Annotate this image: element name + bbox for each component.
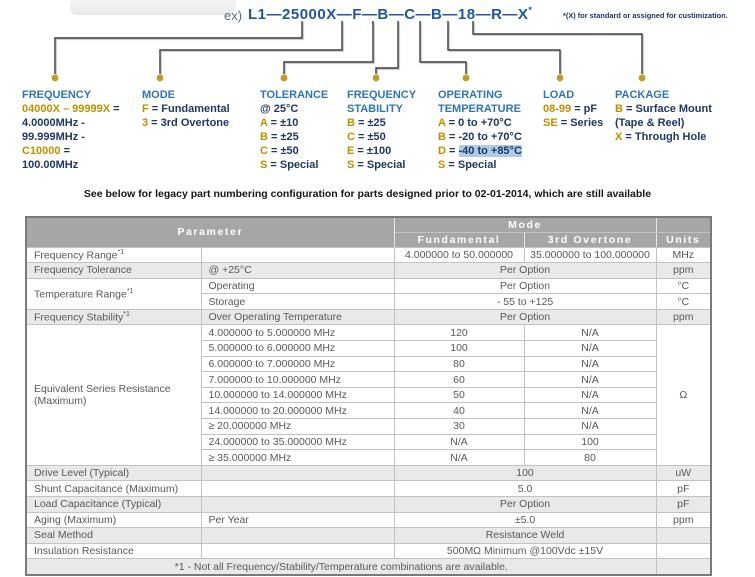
cell-text: Seal Method [34,529,93,542]
cell-text: 40 [453,404,465,417]
table-cell [394,403,524,419]
cell-text: N/A [450,435,468,448]
cell-text: 4.000000 to 50.000000 [404,248,514,261]
legend-header-frequency: FREQUENCY [22,89,92,101]
table-cell [26,278,201,309]
cell-text: N/A [581,373,599,386]
legend-header-operating-temperature: OPERATING [438,89,503,101]
cell-text: N/A [581,389,599,402]
legend-item-code: S [438,159,446,171]
legend-item-text: = -20 to +70°C [445,131,522,143]
legend-item-text: = ±100 [354,145,392,157]
cell-text: 24.000000 to 35.000000 MHz [208,435,347,448]
cell-text: ppm [673,513,694,526]
cell-text: ppm [673,264,694,277]
legend-item-text: = ±25 [354,117,386,129]
legend-header-tolerance: TOLERANCE [260,89,329,101]
legend-item-text: = Special [354,159,406,171]
cell-text: Per Option [499,498,551,511]
legend-item-text: = Fundamental [148,103,230,115]
tree-endpoint-dots [52,75,646,82]
legend-column-operating-temperature [438,88,522,172]
legend-item [543,102,603,116]
table-cell [201,434,394,450]
legend-item-text: = pF [571,103,598,115]
cell-text: 100 [581,435,599,448]
legend-item [22,158,120,172]
footnote-units-spacer [656,559,711,575]
legend-item-text: = [110,103,120,115]
legend-item-text: = ±50 [354,131,386,143]
legend-column-frequency [22,88,120,172]
cell-text: °C [677,295,690,308]
table-cell [201,512,394,528]
table-cell [524,325,656,341]
legend-item-text: = ±50 [267,145,299,157]
cell-text: pF [677,482,690,495]
table-cell [394,263,656,279]
table-cell [394,309,656,325]
table-cell [394,434,524,450]
legend-item [22,144,120,158]
legend-item-code: A [260,117,268,129]
asterisk: * [528,5,533,15]
legend-item-code: E [347,145,355,157]
table-row [26,465,711,481]
table-cell [201,481,394,497]
legend-item [260,130,328,144]
table-cell [394,497,656,513]
tree-line-op-temp [420,21,466,74]
table-cell [201,403,394,419]
header-3rd-overtone: 3rd Overtone [524,232,656,247]
cell-text: Frequency Range [34,249,118,262]
legend-item [22,130,120,144]
legend-item [615,102,712,116]
table-cell [524,341,656,357]
table-row [26,497,711,513]
legend-item-code: F [142,103,149,115]
cell-text: N/A [450,451,468,464]
legend-header-load: LOAD [543,89,575,101]
legend-item-text: (Tape & Reel) [615,117,685,129]
table-row [26,512,711,528]
legend-item-text: = 3rd Overtone [148,117,230,129]
legend-item [260,116,328,130]
legend-item [438,130,522,144]
table-cell [524,403,656,419]
cell-text: ppm [673,311,694,324]
cell-text: Drive Level (Typical) [34,467,130,480]
table-cell [394,341,524,357]
customization-note: *(X) for standard or assigned for custimization. [563,11,728,20]
legend-item [260,158,328,172]
table-cell [656,512,711,528]
table-row [26,309,711,325]
table-cell [656,481,711,497]
cell-text: Equivalent Series Resistance (Maximum) [34,383,171,408]
cell-text: ≥ 20.000000 MHz [208,420,292,433]
table-header [26,217,711,247]
footnote-marker: *1 [126,287,134,295]
cell-text: N/A [581,342,599,355]
legend-header-frequency-stability: STABILITY [347,103,404,115]
cell-text: Shunt Capacitance (Maximum) [34,482,179,495]
table-cell [201,263,394,279]
footnote-marker: *1 [123,310,130,318]
legend-item-code: 3 [142,117,149,129]
legend-item [142,116,230,130]
table-cell [656,543,711,559]
cell-text: Per Option [499,264,551,277]
legend-item [142,102,230,116]
specifications-table [25,216,712,576]
legend-item [438,144,522,158]
legend-item [438,158,522,172]
table-cell [524,372,656,388]
legend-item-code: S [260,159,268,171]
cell-text: Per Year [208,513,249,526]
legend-item [260,144,328,158]
table-cell [524,434,656,450]
header-fundamental: Fundamental [394,232,524,247]
cell-text: 80 [584,451,596,464]
legend-item-text: = Surface Mount [622,103,712,115]
table-cell [26,465,201,481]
table-cell [656,528,711,544]
table-cell [26,543,201,559]
table-cell [394,294,656,310]
table-cell [656,278,711,294]
part-number-tree-lines [0,0,755,90]
cell-text: °C [677,279,690,292]
tree-line-tolerance [284,21,373,74]
table-cell [201,294,394,310]
table-cell [201,341,394,357]
table-cell [201,278,394,294]
table-cell [201,543,394,559]
cell-text: Load Capacitance (Typical) [34,498,162,511]
legend-column-package [615,88,712,144]
tree-line-load [448,21,560,74]
table-cell [394,247,524,263]
cell-text: pF [677,498,690,511]
table-cell [524,387,656,403]
tree-line-stability [376,21,398,74]
legend-item-text: = Through Hole [622,131,707,143]
cell-text: MHz [672,248,695,261]
header-units: Units [656,232,711,247]
cell-text: Resistance Weld [485,529,565,542]
cell-text: Aging (Maximum) [34,513,117,526]
table-cell [201,497,394,513]
table-row [26,263,711,279]
table-cell [394,387,524,403]
table-cell [656,497,711,513]
legend-item-code: A [438,117,446,129]
table-cell [394,512,656,528]
table-cell [26,481,201,497]
cell-text: 60 [453,373,465,386]
cell-text: 35.000000 to 100.000000 [530,248,650,261]
legend-item-code: SE [543,117,558,129]
table-cell [201,450,394,466]
legend-item-text: = [60,145,71,157]
table-cell [394,325,524,341]
legend-item-text: 4.0000MHz - [22,117,85,129]
legend-item-code: C [260,145,268,157]
table-cell [656,294,711,310]
legend-item [543,116,603,130]
table-row [26,481,711,497]
legend-item-code: B [438,131,446,143]
cell-text: Storage [208,295,246,308]
cell-text: ±5.0 [514,513,536,526]
table-cell [26,325,201,465]
tree-line-frequency [55,21,302,74]
table-cell [656,325,711,465]
cell-text: 4.000000 to 5.000000 MHz [208,326,336,339]
table-cell [656,247,711,263]
cell-text: 100 [516,467,534,480]
cell-text: 50 [453,389,465,402]
table-cell [201,356,394,372]
cell-text: Frequency Stability [34,311,124,324]
legend-item-code: 04000X – 99999X [22,103,111,115]
legend-item-text: = Special [267,159,319,171]
legend-item-text: = Series [557,117,604,129]
table-cell [394,278,656,294]
units-header-spacer [656,217,711,232]
table-cell [394,481,656,497]
cell-text: 80 [453,357,465,370]
table-cell [656,309,711,325]
table-cell [201,309,394,325]
legend-header-tolerance: @ 25°C [260,103,299,115]
example-prefix: ex) [224,8,243,23]
cell-text: N/A [581,357,599,370]
legend-column-frequency-stability [347,88,416,172]
cell-text: Per Option [499,311,551,324]
cell-text: 100 [450,342,468,355]
cell-text: 14.000000 to 20.000000 MHz [208,404,347,417]
legend-item-text: 99.999MHz - [22,131,85,143]
legend-header-operating-temperature: TEMPERATURE [438,103,521,115]
legend-column-mode [142,88,230,130]
table-footnote: *1 - Not all Frequency/Stability/Temperature combinations are available. [26,559,656,575]
table-cell [201,325,394,341]
legend-item-code: 08-99 [543,103,572,115]
table-cell [524,356,656,372]
legend-item-code: C [347,131,355,143]
table-cell [656,263,711,279]
legend-item [347,130,416,144]
cell-text: 7.000000 to 10.000000 MHz [208,373,342,386]
legend-column-tolerance [260,88,328,172]
table-cell [394,528,656,544]
table-cell [524,419,656,435]
legend-item [347,144,416,158]
cell-text: Operating [208,279,255,292]
cell-text: Insulation Resistance [34,545,134,558]
table-cell [394,543,656,559]
legend-item [615,130,712,144]
footnote-marker: *1 [117,248,125,256]
cell-text: ≥ 35.000000 MHz [208,451,292,464]
legend-item-text: = 0 to +70°C [445,117,512,129]
cell-text: 10.000000 to 14.000000 MHz [208,389,347,402]
cell-text: Ω [679,389,688,402]
cell-text: @ +25°C [208,264,252,277]
legend-item-code: D [438,145,446,157]
cell-text: N/A [581,404,599,417]
table-row [26,543,711,559]
table-row [26,325,711,341]
table-cell [26,309,201,325]
table-row [26,247,711,263]
table-cell [201,372,394,388]
legend-header-frequency-stability: FREQUENCY [347,89,417,101]
table-cell [26,263,201,279]
cell-text: Per Option [499,279,551,292]
legend-item [347,158,416,172]
table-cell [26,247,201,263]
legend-item-text: = ±25 [267,131,299,143]
legend-item-code: B [615,103,623,115]
cell-text: 5.000000 to 6.000000 MHz [208,342,336,355]
cell-text: 120 [450,326,468,339]
table-cell [524,450,656,466]
table-cell [26,528,201,544]
legend-item-text: = ±10 [267,117,299,129]
table-cell [201,387,394,403]
header-mode: Mode [394,217,656,232]
part-number: L1—25000X—F—B—C—B—18—R—X [248,6,529,23]
table-cell [394,465,656,481]
table-cell [524,247,656,263]
legend-header-package: PACKAGE [615,89,670,101]
cell-text: - 55 to +125 [496,295,554,308]
table-row [26,528,711,544]
table-cell [26,512,201,528]
legend-item-code: C10000 [22,145,61,157]
legend-item-code: S [347,159,355,171]
cell-text: 500MΩ Minimum @100Vdc ±15V [446,545,604,558]
table-cell [201,465,394,481]
cell-text: uW [675,467,692,480]
legend-item-code: B [347,117,355,129]
legend-item-highlight: -40 to +85°C [458,145,522,157]
tree-line-package [473,21,642,74]
cell-text: N/A [581,326,599,339]
table-cell [201,247,394,263]
legend-item-text: = [445,145,459,157]
legend-item-text: 100.00MHz [22,159,79,171]
cell-text: 30 [453,420,465,433]
table-row [26,278,711,294]
cell-text: 5.0 [517,482,533,495]
legend-item-code: B [260,131,268,143]
legend-item [615,116,712,130]
legend-item [22,116,120,130]
cell-text: 6.000000 to 7.000000 MHz [208,357,336,370]
cell-text: Over Operating Temperature [208,311,342,324]
cell-text: Frequency Tolerance [34,264,132,277]
cell-text: N/A [581,420,599,433]
table-cell [394,419,524,435]
table-cell [394,372,524,388]
table-footnote-row [26,559,711,575]
legend-item [438,116,522,130]
tree-line-mode [160,21,342,74]
legend-item [347,116,416,130]
legend-column-load [543,88,603,130]
table-cell [26,497,201,513]
legend-item [22,102,120,116]
legend-header-mode: MODE [142,89,175,101]
table-cell [656,465,711,481]
cell-text: Temperature Range [34,288,127,301]
legacy-note: See below for legacy part numbering configuration for parts designed prior to 02-01-2014, which are still available [83,188,652,200]
table-cell [394,356,524,372]
header-parameter: Parameter [26,217,394,247]
legend-item-code: X [615,131,623,143]
legend-item-text: = Special [445,159,497,171]
table-cell [394,450,524,466]
table-cell [201,419,394,435]
table-cell [201,528,394,544]
